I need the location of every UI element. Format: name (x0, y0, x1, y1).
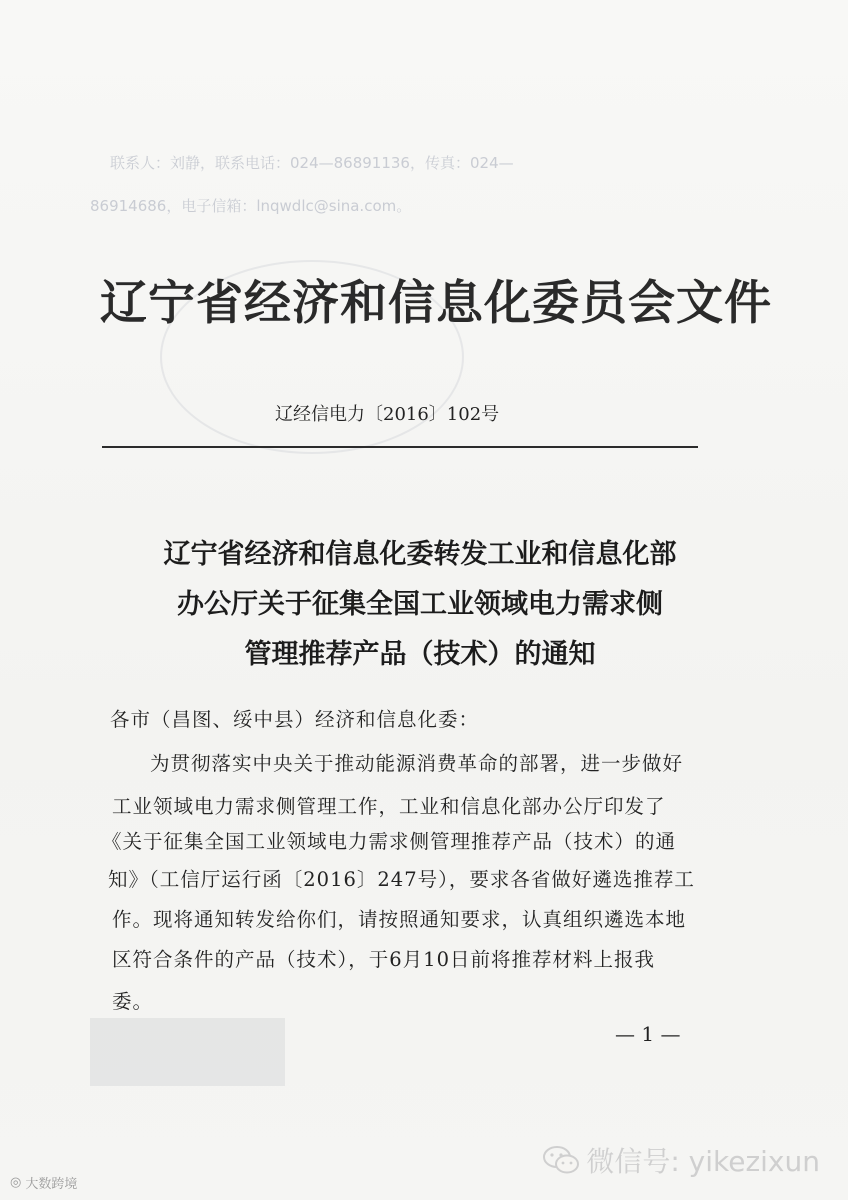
wechat-watermark (542, 1140, 820, 1180)
bottom-left-watermark-text: 大数跨境 (25, 1177, 78, 1192)
addressee-line: 各市（昌图、绥中县）经济和信息化委： (110, 708, 480, 731)
header-divider (102, 446, 698, 448)
document-header-title: 辽宁省经济和信息化委员会文件 (100, 276, 772, 331)
notice-title-line: 管理推荐产品（技术）的通知 (244, 639, 596, 670)
wechat-watermark-text: 微信号: yikezixun (586, 1145, 820, 1178)
bottom-left-watermark (10, 1173, 77, 1192)
body-text-line: 工业领域电力需求侧管理工作，工业和信息化部办公厅印发了 (112, 795, 666, 818)
body-text-line: 知》（工信厅运行函〔2016〕247号），要求各省做好遴选推荐工 (108, 868, 695, 891)
page-number: — 1 — (615, 1022, 681, 1046)
body-text-line: 区符合条件的产品（技术），于6月10日前将推荐材料上报我 (112, 948, 655, 971)
scan-smudge (90, 1018, 285, 1086)
body-text-line: 作。现将通知转发给你们，请按照通知要求，认真组织遴选本地 (112, 908, 687, 931)
body-text-line: 委。 (112, 990, 154, 1013)
body-text-line: 为贯彻落实中央关于推动能源消费革命的部署，进一步做好 (150, 752, 684, 775)
notice-title-line: 办公厅关于征集全国工业领域电力需求侧 (177, 589, 663, 620)
body-text-line: 《关于征集全国工业领域电力需求侧管理推荐产品（技术）的通 (102, 830, 677, 853)
bleed-through-text: 86914686，电子信箱：lnqwdlc@sina.com。 (90, 197, 412, 215)
logo-icon: ◎ (10, 1175, 22, 1190)
bleed-through-text: 联系人：刘静，联系电话：024—86891136，传真：024— (110, 154, 514, 172)
wechat-icon (542, 1145, 580, 1175)
document-number: 辽经信电力〔2016〕102号 (275, 404, 500, 425)
notice-title-line: 辽宁省经济和信息化委转发工业和信息化部 (163, 539, 677, 570)
